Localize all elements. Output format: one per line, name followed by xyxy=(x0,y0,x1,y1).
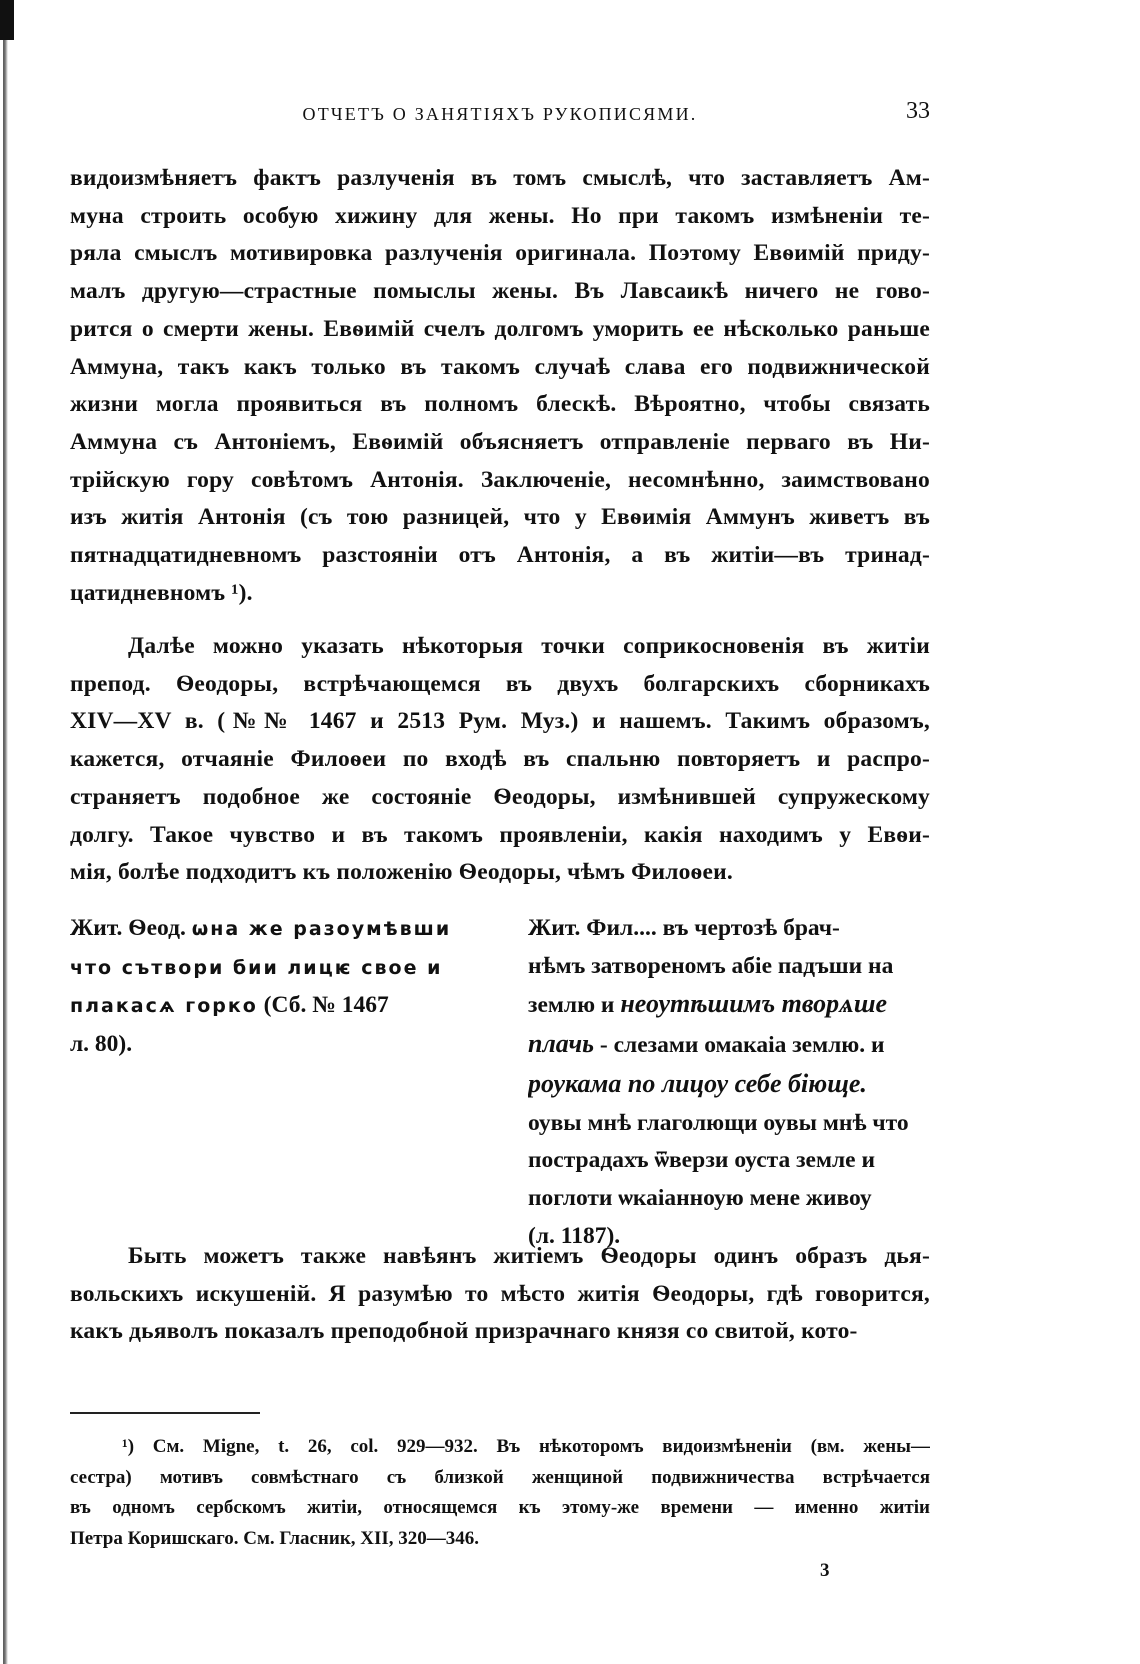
quote-line xyxy=(528,985,928,1025)
text-line: какъ дьяволъ показалъ преподобной призрачнаго князя со свитой, кото- xyxy=(70,1318,858,1345)
text-line: XIV—XV в. (№№ 1467 и 2513 Рум. Муз.) и нашемъ. Такимъ образомъ, xyxy=(70,708,930,735)
paragraph-1 xyxy=(70,160,930,612)
footnote-block xyxy=(70,1432,930,1554)
quote-line xyxy=(528,1180,928,1218)
header-title: ОТЧЕТЪ О ЗАНЯТІЯХЪ РУКОПИСЯМИ. xyxy=(302,104,698,124)
text-line: Аммуна съ Антоніемъ, Евѳимій объясняетъ отправленіе перваго въ Ни- xyxy=(70,428,930,455)
quote-line xyxy=(70,1026,470,1064)
quote-right-column xyxy=(528,910,928,1255)
text-line: Быть можетъ также навѣянъ житіемъ Ѳеодоры одинъ образъ дья- xyxy=(128,1243,930,1269)
quote-text: (Сб. № 1467 xyxy=(257,992,389,1019)
signature-mark: 3 xyxy=(820,1560,830,1581)
text-line: препод. Ѳеодоры, встрѣчающемся въ двухъ болгарскихъ сборникахъ xyxy=(70,670,930,697)
paragraph-3 xyxy=(70,1238,930,1351)
church-slavonic-text: что сътвори бии лицѥ свое и xyxy=(70,956,443,979)
quote-line xyxy=(70,949,470,988)
quote-text: Жит. Ѳеод. xyxy=(70,915,192,941)
footnote-line: ¹) См. Migne, t. 26, col. 929—932. Въ нѣкоторомъ видоизмѣненіи (вм. жены— xyxy=(122,1436,930,1457)
page-number: 33 xyxy=(906,98,930,124)
text-line: вольскихъ искушеній. Я разумѣю то мѣсто житія Ѳеодоры, гдѣ говорится, xyxy=(70,1280,930,1307)
quote-text: нѣмъ затвореномъ абіе падъши на xyxy=(528,952,894,979)
text-line: жизни могла проявиться въ полномъ блескѣ. Вѣроятно, чтобы связать xyxy=(70,391,930,418)
italic-quote-text: плачь xyxy=(528,1029,594,1059)
text-line: страняетъ подобное же состояніе Ѳеодоры, измѣнившей супружескому xyxy=(70,783,930,810)
text-line: мія, болѣе подходитъ къ положенію Ѳеодоры, чѣмъ Филоѳеи. xyxy=(70,859,733,886)
text-line: рится о смерти жены. Евѳимій счелъ долгомъ уморить ее нѣсколько раньше xyxy=(70,315,930,342)
italic-quote-text: неоутѣшимъ творѧше xyxy=(620,989,888,1019)
church-slavonic-text: плакасѧ горко xyxy=(70,995,258,1018)
italic-quote-text: роукама по лицоу себе біюще. xyxy=(528,1068,867,1098)
quote-line xyxy=(70,987,470,1026)
church-slavonic-text: ѡна же разоумѣвши xyxy=(191,918,452,940)
footnote-line: Петра Коришскаго. См. Гласник, XII, 320—346. xyxy=(70,1527,480,1549)
text-line: пятнадцатидневномъ разстояніи отъ Антонія, а въ житіи—въ тринад- xyxy=(70,542,930,569)
text-line: видоизмѣняетъ фактъ разлученія въ томъ смыслѣ, что заставляетъ Ам- xyxy=(70,165,930,191)
text-line: цатидневномъ ¹). xyxy=(70,579,253,606)
text-line: ряла смыслъ мотивировка разлученія оригинала. Поэтому Евѳимій приду- xyxy=(70,240,930,267)
running-header xyxy=(70,98,930,128)
text-line: Далѣе можно указать нѣкоторыя точки соприкосновенія въ житіи xyxy=(128,633,930,659)
text-line: трійскую гору совѣтомъ Антонія. Заключеніе, несомнѣнно, заимствовано xyxy=(70,466,930,493)
text-line: Аммуна, такъ какъ только въ такомъ случаѣ слава его подвижнической xyxy=(70,353,930,380)
quote-text: (л. 1187). xyxy=(528,1222,621,1249)
quote-text: поглоти ѡкаіанноую мене живоу xyxy=(528,1184,872,1211)
scan-mark xyxy=(0,0,14,40)
quote-text: оувы мнѣ глаголющи оувы мнѣ что xyxy=(528,1109,909,1136)
quote-line xyxy=(528,1142,928,1180)
scan-edge xyxy=(3,0,8,1664)
text-line: муна строить особую хижину для жены. Но при такомъ измѣненіи те- xyxy=(70,202,930,229)
quote-line xyxy=(70,910,470,949)
quote-line xyxy=(528,948,928,986)
quote-text: землю и xyxy=(528,992,621,1019)
quote-text: - слезами омакаіа землю. и xyxy=(594,1032,885,1059)
footnote-line: сестра) мотивъ совмѣстнаго съ близкой женщиной подвижничества встрѣчается xyxy=(70,1466,930,1488)
quote-text: л. 80). xyxy=(70,1031,133,1058)
quote-line xyxy=(528,910,928,948)
quote-text: Жит. Фил.... въ чертозѣ брач- xyxy=(528,915,840,941)
text-line: долгу. Такое чувство и въ такомъ проявленіи, какія находимъ у Евѳи- xyxy=(70,821,930,848)
paragraph-2 xyxy=(70,628,930,892)
text-line: малъ другую—страстные помыслы жены. Въ Лавсаикѣ ничего не гово- xyxy=(70,278,930,305)
quote-line xyxy=(528,1025,928,1065)
footnote-line: въ одномъ сербскомъ житіи, относящемся къ этому-же времени — именно житіи xyxy=(70,1497,930,1518)
footnote-rule xyxy=(70,1412,260,1414)
quote-line xyxy=(528,1065,928,1105)
quote-line xyxy=(528,1105,928,1143)
quote-text: пострадахъ ѿверзи оуста земле и xyxy=(528,1147,875,1174)
quote-left-column xyxy=(70,910,470,1064)
text-line: кажется, отчаяніе Филоѳеи по входѣ въ спальню повторяетъ и распро- xyxy=(70,746,930,773)
text-line: изъ житія Антонія (съ тою разницей, что у Евѳимія Аммунъ живетъ въ xyxy=(70,504,930,531)
